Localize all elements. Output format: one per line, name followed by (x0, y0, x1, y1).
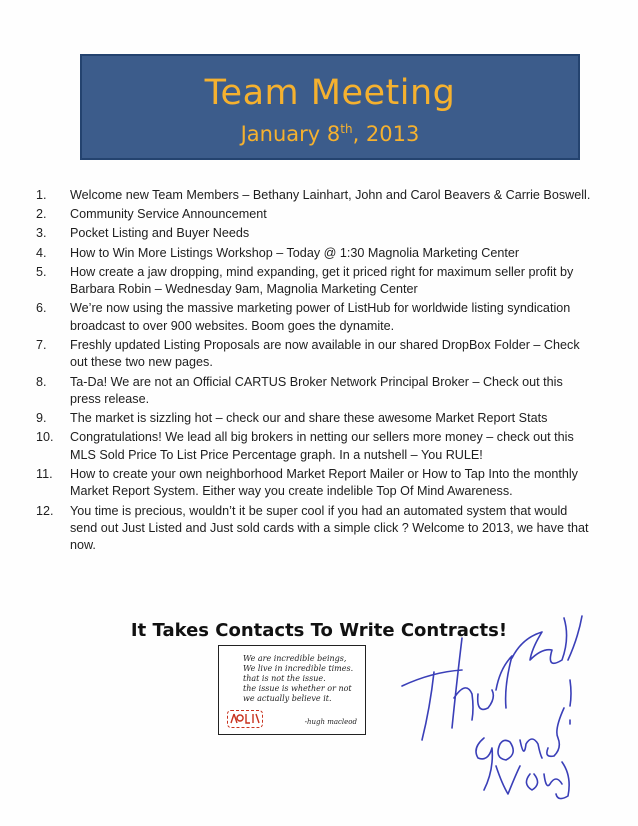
item-number: 12. (36, 503, 54, 518)
agenda-item (36, 466, 596, 501)
quote-line: we actually believe it. (243, 694, 332, 703)
item-number: 9. (36, 411, 47, 426)
agenda-item (36, 225, 596, 242)
agenda-item (36, 337, 596, 372)
quote-text (243, 654, 363, 704)
title-banner (80, 54, 580, 160)
item-number: 8. (36, 374, 47, 389)
item-text: Pocket Listing and Buyer Needs (70, 226, 250, 241)
item-number: 5. (36, 264, 47, 279)
agenda-item (36, 206, 596, 223)
quote-author: -hugh macleod (304, 718, 357, 726)
quote-cartoon (218, 645, 366, 735)
item-text: Congratulations! We lead all big brokers in netting our sellers more money – check out this MLS Sold Price To List Price Percentage graph. In a nutshell – You RULE! (70, 430, 574, 462)
agenda-item (36, 300, 596, 335)
quote-line: that is not the issue. (243, 674, 326, 683)
item-number: 2. (36, 207, 47, 222)
item-number: 1. (36, 188, 47, 202)
agenda-item (36, 429, 596, 464)
handwritten-signature-icon (392, 598, 592, 804)
date-suffix: , 2013 (352, 122, 420, 146)
quote-line: the issue is whether or not (243, 684, 352, 693)
item-number: 6. (36, 301, 47, 316)
item-text: You time is precious, wouldn’t it be super cool if you had an automated system that would send out Just Listed and Just sold cards with a simple click ? Welcome to 2013, we have that now. (70, 503, 589, 553)
meeting-date (82, 121, 578, 147)
item-text: Community Service Announcement (70, 207, 267, 222)
item-text: Ta-Da! We are not an Official CARTUS Broker Network Principal Broker – Check out this press release. (70, 374, 563, 407)
agenda-item (36, 264, 596, 299)
item-text: How create a jaw dropping, mind expanding, get it priced right for maximum seller profit by Barbara Robin – Wednesday 9am, Magnolia Marketing Center (70, 264, 574, 297)
item-number: 10. (36, 430, 54, 445)
cartoon-logo-icon (227, 710, 263, 728)
item-number: 3. (36, 226, 47, 241)
tagline: It Takes Contacts To Write Contracts! (130, 620, 508, 641)
agenda-item (36, 410, 596, 427)
item-number: 4. (36, 245, 47, 260)
date-prefix: January 8 (240, 122, 341, 146)
quote-line: We live in incredible times. (243, 664, 354, 673)
quote-line: We are incredible beings, (243, 654, 347, 663)
item-text: How to create your own neighborhood Market Report Mailer or How to Tap Into the monthly Market Report System. Either way you create indelible Top Of Mind Awareness. (70, 467, 578, 499)
agenda-list (36, 187, 596, 557)
item-number: 11. (36, 467, 53, 482)
meeting-title: Team Meeting (204, 73, 456, 113)
item-number: 7. (36, 338, 47, 353)
agenda-item (36, 245, 596, 262)
date-ordinal: th (340, 122, 353, 136)
item-text: We’re now using the massive marketing power of ListHub for worldwide listing syndication broadcast to over 900 websites. Boom goes the dynamite. (70, 301, 571, 333)
agenda-item (36, 503, 596, 555)
item-text: The market is sizzling hot – check our and share these awesome Market Report Stats (70, 411, 548, 426)
agenda-item (36, 374, 596, 409)
item-text: Welcome new Team Members – Bethany Lainhart, John and Carol Beavers & Carrie Boswell. (70, 188, 591, 202)
item-text: How to Win More Listings Workshop – Today @ 1:30 Magnolia Marketing Center (70, 245, 520, 260)
item-text: Freshly updated Listing Proposals are now available in our shared DropBox Folder – Check out these two new pages. (70, 338, 580, 370)
agenda-item (36, 187, 596, 204)
